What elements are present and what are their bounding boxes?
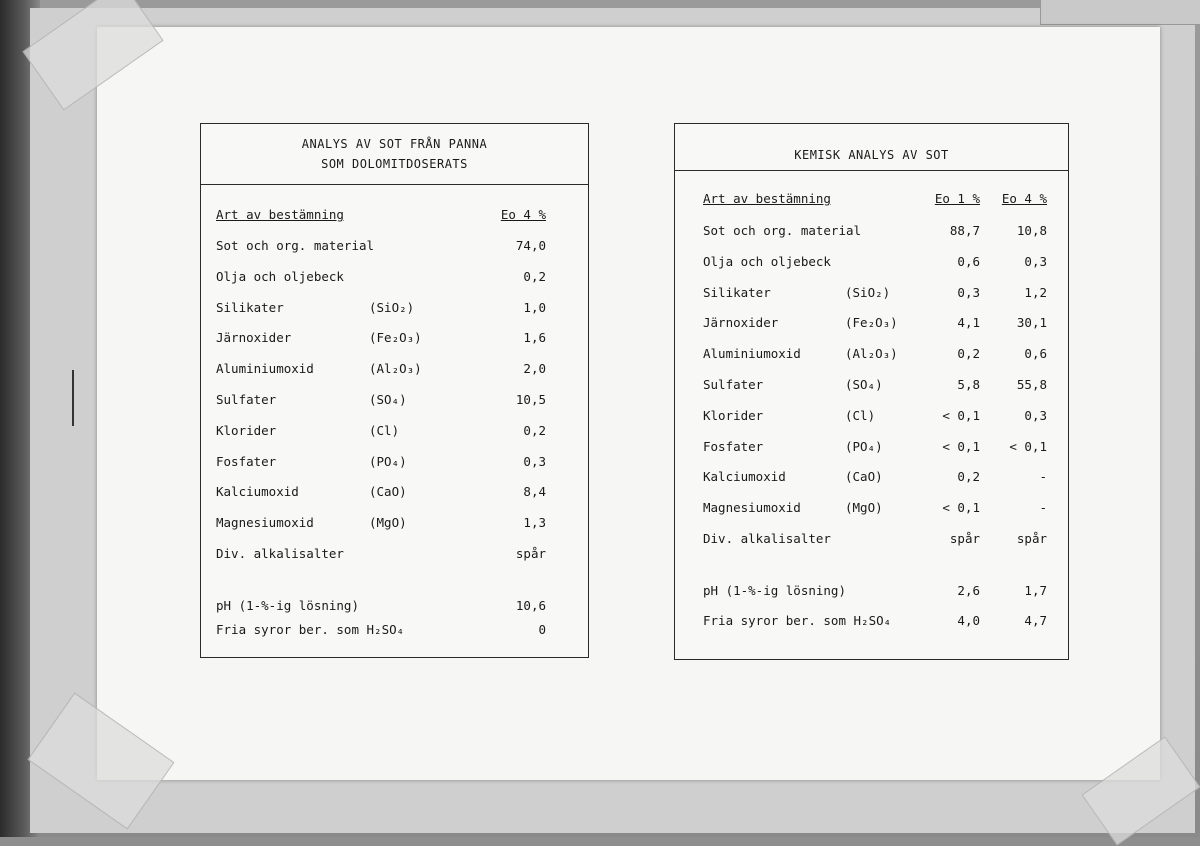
row-value: 0,2 [523,268,546,284]
row-formula: (CaO) [369,484,407,500]
row-value-eo4: 4,7 [1024,613,1047,628]
row-value: spår [515,546,546,561]
row-label: Div. alkalisalter [216,546,344,561]
row-value-eo1: 0,2 [957,469,980,485]
row-value-eo1: < 0,1 [942,407,980,423]
row-formula: (PO₄) [845,438,883,454]
row-label: Sot och org. material [216,238,375,253]
row-formula: (Fe₂O₃) [845,315,898,331]
row-value-eo1: spår [949,531,980,546]
row-value-eo4: - [1039,500,1047,516]
row-label: Magnesiumoxid [216,515,314,531]
row-label: Div. alkalisalter [703,531,831,546]
row-value-eo1: 0,2 [957,346,980,362]
row-value: 0 [538,622,546,637]
row-value: 8,4 [523,484,546,500]
row-label: Kalciumoxid [216,484,299,500]
row-value-eo4: 0,6 [1024,346,1047,362]
row-value-eo1: 0,3 [957,284,980,300]
row-value-eo4: - [1039,469,1047,485]
table-soot-analysis-dolomite [200,123,589,658]
row-label: Magnesiumoxid [703,500,801,516]
row-formula: (MgO) [369,515,407,531]
row-value-eo1: 0,6 [957,253,980,269]
row-value: 1,3 [523,515,546,531]
row-value: 74,0 [515,238,546,253]
row-label: Aluminiumoxid [703,346,801,362]
table1-title-line2: SOM DOLOMITDOSERATS [321,157,468,171]
row-formula: (Cl) [845,407,876,423]
row-label: Sulfater [703,377,764,392]
row-value-eo1: 4,1 [957,315,980,331]
row-value-eo4: < 0,1 [1009,438,1047,454]
row-label: Sulfater [216,392,277,407]
row-formula: (PO₄) [369,453,407,469]
row-label: Fosfater [216,453,277,469]
row-label: Silikater [216,299,284,315]
table2-header: KEMISK ANALYS AV SOT [675,124,1068,171]
row-formula: (CaO) [845,469,883,485]
row-value-eo1: < 0,1 [942,438,980,454]
row-value-eo1: < 0,1 [942,500,980,516]
table1-col-value: Eo 4 % [500,207,546,222]
row-formula: (SO₄) [845,377,883,392]
row-formula: (SiO₂) [369,299,415,315]
row-value: 1,6 [523,330,546,346]
row-value-eo4: 30,1 [1016,315,1047,331]
row-value: 10,5 [515,392,546,407]
row-label: Sot och org. material [703,223,862,238]
row-formula: (Al₂O₃) [845,346,898,362]
row-value-eo1: 5,8 [957,377,980,392]
row-value: 1,0 [523,299,546,315]
row-formula: (Cl) [369,422,400,438]
row-label: pH (1-%-ig lösning) [216,598,359,613]
row-label: Fria syror ber. som H₂SO₄ [703,613,892,628]
table2-col-label: Art av bestämning [703,191,831,206]
row-value-eo4: 55,8 [1016,377,1047,392]
row-formula: (Al₂O₃) [369,361,422,377]
row-value-eo4: 10,8 [1016,223,1047,238]
margin-mark [72,370,74,426]
row-label: Olja och oljebeck [703,253,831,269]
row-formula: (SO₄) [369,392,407,407]
row-label: Järnoxider [703,315,779,331]
row-label: Klorider [216,422,277,438]
row-value: 10,6 [515,598,546,613]
row-value: 0,3 [523,453,546,469]
row-label: Fosfater [703,438,764,454]
board-corner [1040,0,1200,25]
table2-col-value1: Eo 1 % [934,191,980,206]
row-value-eo1: 88,7 [949,223,980,238]
row-value-eo4: 1,7 [1024,583,1047,598]
table1-col-label: Art av bestämning [216,207,344,222]
row-value: 2,0 [523,361,546,377]
row-label: Silikater [703,284,771,300]
row-label: Klorider [703,407,764,423]
table1-title-line1: ANALYS AV SOT FRÅN PANNA [301,137,488,151]
table2-col-value2: Eo 4 % [1001,191,1047,206]
row-label: Kalciumoxid [703,469,786,485]
row-label: Fria syror ber. som H₂SO₄ [216,622,405,637]
row-formula: (Fe₂O₃) [369,330,422,346]
row-label: pH (1-%-ig lösning) [703,583,846,598]
table1-header [201,124,588,185]
row-value-eo1: 4,0 [957,613,980,628]
row-value-eo4: 1,2 [1024,284,1047,300]
row-value-eo4: 0,3 [1024,253,1047,269]
row-label: Järnoxider [216,330,292,346]
row-value: 0,2 [523,422,546,438]
row-label: Olja och oljebeck [216,268,344,284]
row-formula: (MgO) [845,500,883,516]
row-label: Aluminiumoxid [216,361,314,377]
row-value-eo1: 2,6 [957,583,980,598]
table-chemical-soot-analysis [674,123,1069,660]
row-formula: (SiO₂) [845,284,891,300]
row-value-eo4: 0,3 [1024,407,1047,423]
row-value-eo4: spår [1016,531,1047,546]
